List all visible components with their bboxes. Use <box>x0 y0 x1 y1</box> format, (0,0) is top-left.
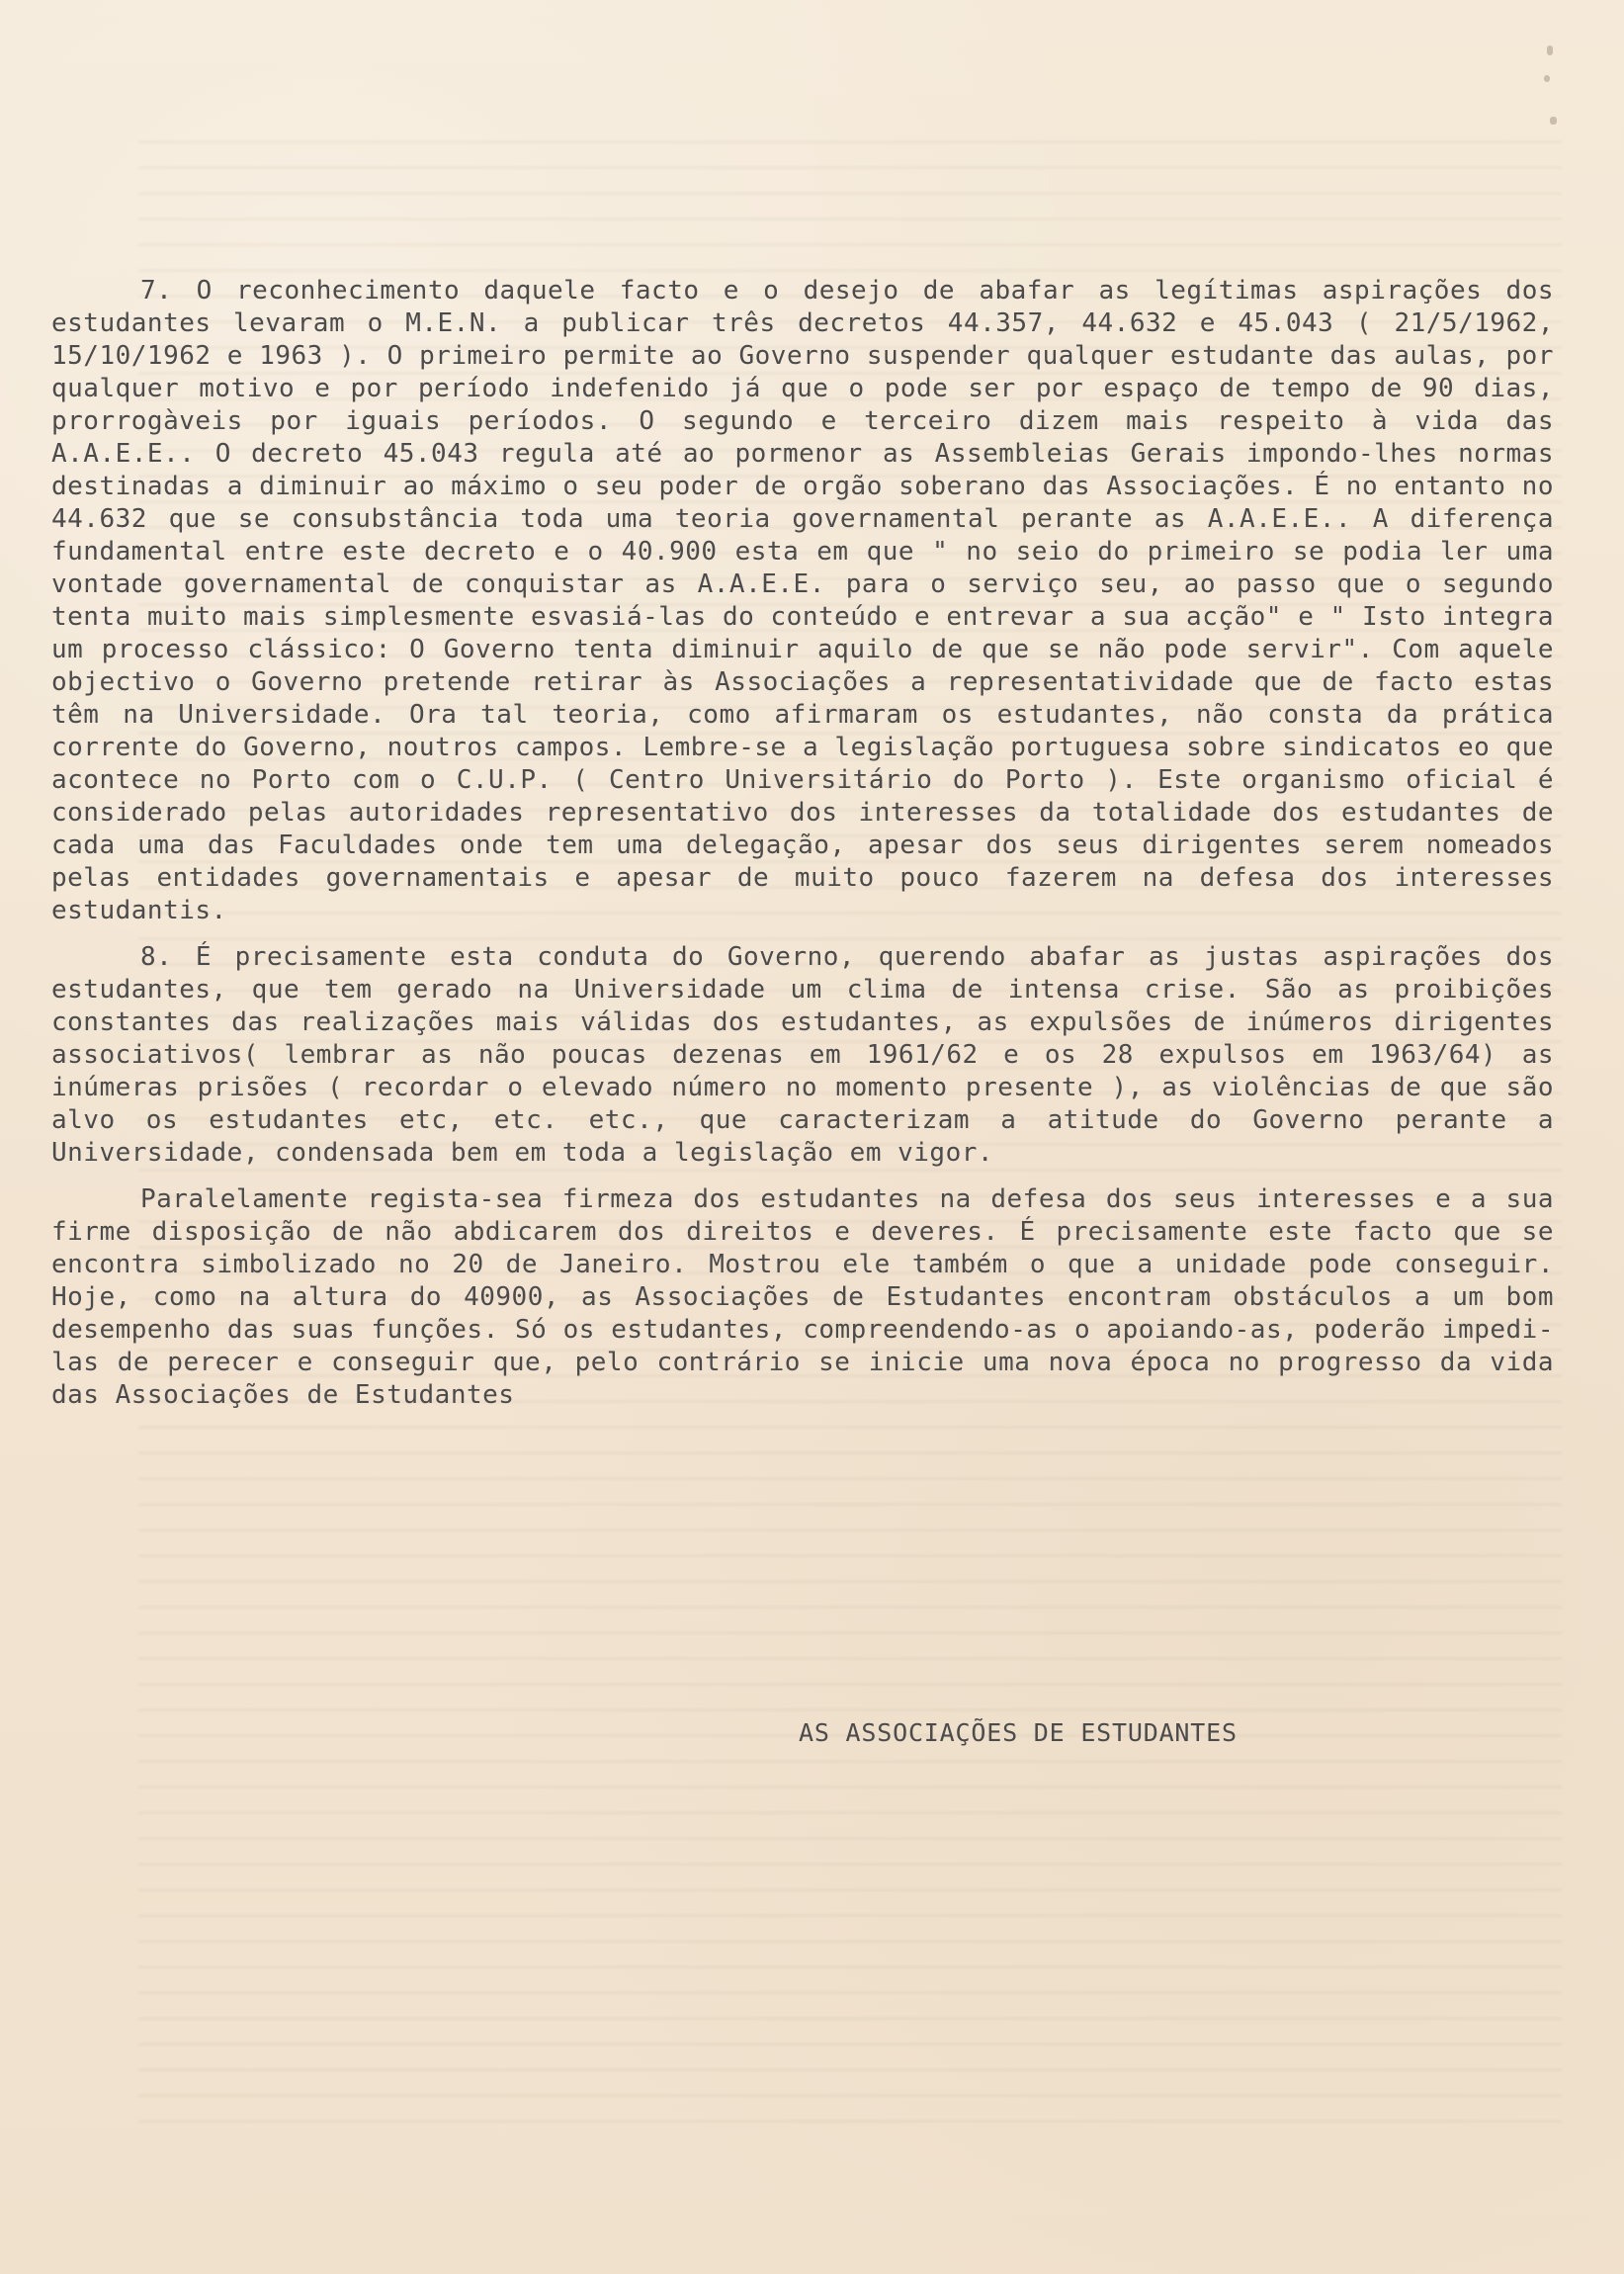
signature-text: AS ASSOCIAÇÕES DE ESTUDANTES <box>799 1718 1238 1747</box>
paragraph-8: 8. É precisamente esta conduta do Governo, querendo abafar as justas aspirações dos estudantes, que tem gerado na Universidade um clima de intensa crise. São as proibições constantes das realizações mais válidas dos estudantes, as expulsões de inúmeros dirigentes associativos( lembrar as não poucas dezenas em 1961/62 e os 28 expulsos em 1963/64) as inúmeras prisões ( recordar o elevado número no momento presente ), as violências de que são alvo os estudantes etc, etc. etc., que caracterizam a atitude do Governo perante a Universidade, condensada bem em toda a legislação em vigor. <box>51 942 1554 1168</box>
paragraph-7: 7. O reconhecimento daquele facto e o desejo de abafar as legítimas aspirações dos estudantes levaram o M.E.N. a publicar três decretos 44.357, 44.632 e 45.043 ( 21/5/1962, 15/10/1962 e 1963 ). O primeiro permite ao Governo suspender qualquer estudante das aulas, por qualquer motivo e por período indefenido já que o pode ser por espaço de tempo de 90 dias, prorrogàveis por iguais períodos. O segundo e terceiro dizem mais respeito à vida das A.A.E.E.. O decreto 45.043 regula até ao pormenor as Assembleias Gerais impondo-lhes normas destinadas a diminuir ao máximo o seu poder de orgão soberano das Associações. É no entanto no 44.632 que se consubstância toda uma teoria governamental perante as A.A.E.E.. A diferença fundamental entre este decreto e o 40.900 esta em que " no seio do primeiro se podia ler uma vontade governamental de conquistar as A.A.E.E. para o serviço seu, ao passo que o segundo tenta muito mais simplesmente esvasiá-las do conteúdo e entrevar a sua acção" e " Isto integra um processo clássico: O Governo tenta diminuir aquilo de que se não pode servir". Com aquele objectivo o Governo pretende retirar às Associações a representatividade que de facto estas têm na Universidade. Ora tal teoria, como afirmaram os estudantes, não consta da prática corrente do Governo, noutros campos. Lembre-se a legislação portuguesa sobre sindicatos eo que acontece no Porto com o C.U.P. ( Centro Universitário do Porto ). Este organismo oficial é considerado pelas autoridades representativo dos interesses da totalidade dos estudantes de cada uma das Faculdades onde tem uma delegação, apesar dos seus dirigentes serem nomeados pelas entidades governamentais e apesar de muito pouco fazerem na defesa dos interesses estudantis. <box>51 276 1554 925</box>
paper-mark <box>1544 75 1550 82</box>
paper-mark <box>1550 117 1557 125</box>
paper-mark <box>1547 45 1553 55</box>
paragraph-final: Paralelamente regista-sea firmeza dos estudantes na defesa dos seus interesses e a sua firme disposição de não abdicarem dos direitos e deveres. É precisamente este facto que se encontra simbolizado no 20 de Janeiro. Mostrou ele também o que a unidade pode conseguir. Hoje, como na altura do 40900, as Associações de Estudantes encontram obstáculos a um bom desempenho das suas funções. Só os estudantes, compreendendo-as o apoiando-as, poderão impedi-las de perecer e conseguir que, pelo contrário se inicie uma nova época no progresso da vida das Associações de Estudantes <box>51 1184 1554 1410</box>
main-text <box>51 275 1554 1412</box>
